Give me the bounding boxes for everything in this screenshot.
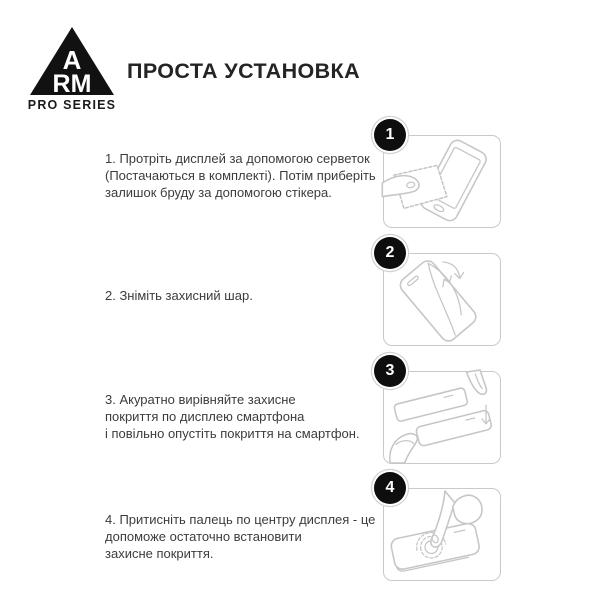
step-4-text: [105, 511, 390, 562]
peel-layer-illustration: [384, 254, 500, 345]
step-1-line-2: (Постачаються в комплекті). Потім приберіть: [105, 168, 376, 183]
step-3-text: [105, 391, 390, 442]
press-center-illustration: [384, 489, 500, 580]
step-1-line-3: залишок бруду за допомогою стікера.: [105, 185, 332, 200]
camera-slot: [407, 275, 419, 286]
step-4-number-badge: 4: [374, 472, 406, 504]
step-3-number-badge: 3: [374, 355, 406, 387]
step-2-line-1: 2. Зніміть захисний шар.: [105, 288, 253, 303]
brand-logo: [29, 26, 115, 112]
step-1-figure-frame: [383, 126, 501, 228]
logo-letters-rm: RM: [52, 70, 92, 96]
align-protector-illustration: [384, 372, 500, 463]
step-1-text: [105, 150, 390, 201]
left-hand: [390, 434, 418, 463]
step-2-number-badge: 2: [374, 237, 406, 269]
wipe-display-illustration: [384, 136, 500, 227]
step-3-line-2: покриття по дисплею смартфона: [105, 409, 305, 424]
logo-letter-a: A: [62, 45, 82, 75]
step-2-figure-frame: [383, 244, 501, 346]
step-3-line-1: 3. Акуратно вирівняйте захисне: [105, 392, 296, 407]
step-3-line-3: і повільно опустіть покриття на смартфон.: [105, 426, 360, 441]
step-4-line-3: захисне покриття.: [105, 546, 214, 561]
folded-knuckles: [453, 495, 482, 523]
step-2-text: [105, 287, 390, 304]
logo-subtitle: PRO SERIES: [27, 98, 117, 112]
page-title: ПРОСТА УСТАНОВКА: [127, 59, 361, 83]
peel-arrow-icon: [443, 262, 464, 279]
step-4-line-2: допоможе остаточно встановити: [105, 529, 302, 544]
right-hand-fingers: [466, 370, 486, 394]
step-1-number-badge: 1: [374, 119, 406, 151]
step-4-figure-frame: [383, 479, 501, 581]
screen-protector-outline: [397, 254, 483, 344]
arm-triangle-logo-icon: [29, 26, 115, 96]
pressing-finger: [431, 491, 482, 547]
step-4-line-1: 4. Притисніть палець по центру дисплея - це: [105, 512, 376, 527]
step-3-figure-frame: [383, 362, 501, 464]
step-1-line-1: 1. Протріть дисплей за допомогою серветок: [105, 151, 370, 166]
